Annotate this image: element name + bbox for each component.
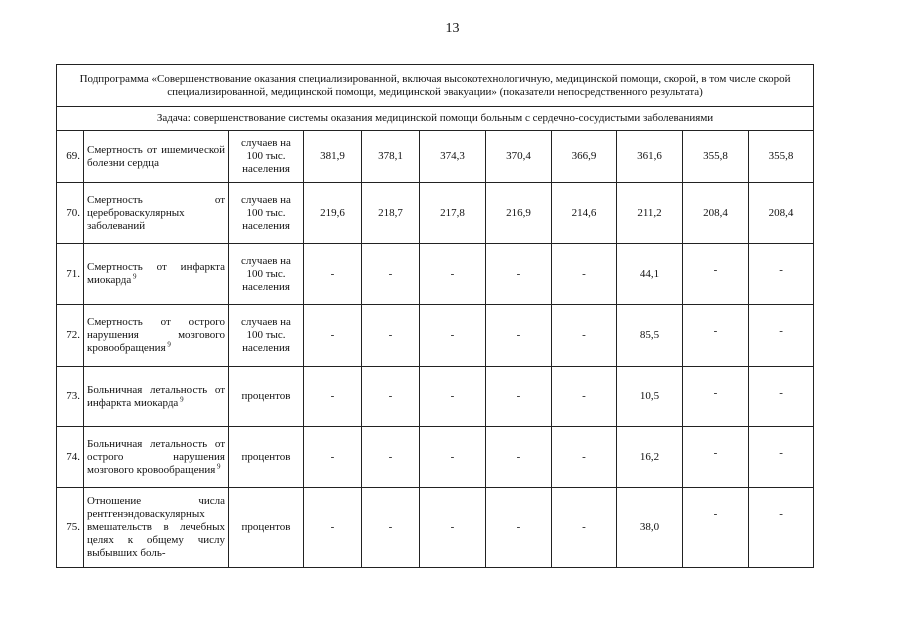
value-cell: 218,7 (362, 183, 420, 244)
value-cell: 214,6 (552, 183, 617, 244)
value-cell: - (304, 427, 362, 488)
value-cell: 217,8 (420, 183, 486, 244)
value-cell: - (362, 488, 420, 568)
indicator-name: Больничная летальность от инфаркта миокарда $^9$ (84, 367, 229, 427)
value-cell: - (486, 244, 552, 305)
value-cell: - (304, 367, 362, 427)
unit-cell: случаев на 100 тыс. населения (229, 244, 304, 305)
table-body (57, 131, 814, 568)
table-row (57, 367, 814, 427)
value-cell: - (749, 427, 814, 488)
row-number: 69. (57, 131, 84, 183)
indicator-name: Смертность от инфаркта миокарда $^9$ (84, 244, 229, 305)
unit-cell: процентов (229, 427, 304, 488)
value-cell: - (749, 305, 814, 367)
value-cell: - (304, 244, 362, 305)
value-cell: - (552, 244, 617, 305)
page-number: 13 (445, 21, 460, 36)
value-cell: 38,0 (617, 488, 683, 568)
value-cell: - (304, 488, 362, 568)
table-row (57, 488, 814, 568)
value-cell: 44,1 (617, 244, 683, 305)
row-number: 72. (57, 305, 84, 367)
value-cell: 366,9 (552, 131, 617, 183)
footnote-ref: 9 (178, 394, 184, 403)
indicator-name: Больничная летальность от острого нарушения мозгового кровообращения $^9$ (84, 427, 229, 488)
value-cell: - (683, 367, 749, 427)
value-cell: - (552, 427, 617, 488)
row-number: 71. (57, 244, 84, 305)
value-cell: - (552, 488, 617, 568)
value-cell: 10,5 (617, 367, 683, 427)
value-cell: - (420, 305, 486, 367)
indicator-name: Смертность от цереброваскулярных заболеваний (84, 183, 229, 244)
value-cell: - (420, 488, 486, 568)
row-number: 73. (57, 367, 84, 427)
table-row (57, 305, 814, 367)
value-cell: - (749, 244, 814, 305)
unit-cell: случаев на 100 тыс. населения (229, 131, 304, 183)
value-cell: - (420, 367, 486, 427)
value-cell: - (420, 244, 486, 305)
value-cell: 378,1 (362, 131, 420, 183)
footnote-ref: 9 (165, 340, 171, 349)
value-cell: - (683, 488, 749, 568)
task-row: Задача: совершенствование системы оказания медицинской помощи больным с сердечно-сосудистыми заболеваниями (57, 107, 814, 131)
value-cell: - (683, 305, 749, 367)
value-cell: 381,9 (304, 131, 362, 183)
indicator-name: Отношение числа рентгенэндоваскулярных вмешательств в лечебных целях к общему числу выбывших боль- (84, 488, 229, 568)
indicator-name: Смертность от острого нарушения мозгового кровообращения $^9$ (84, 305, 229, 367)
row-number: 70. (57, 183, 84, 244)
indicators-table (56, 64, 814, 568)
value-cell: - (486, 305, 552, 367)
subprogram-header: Подпрограмма «Совершенствование оказания специализированной, включая высокотехнологичную, медицинской помощи, скорой, в том числе скорой специализированной, медицинской помощи, медицинской эвакуации» (показатели непосредственного результата) (57, 65, 814, 107)
value-cell: - (362, 244, 420, 305)
unit-cell: случаев на 100 тыс. населения (229, 305, 304, 367)
value-cell: - (552, 305, 617, 367)
unit-cell: процентов (229, 367, 304, 427)
value-cell: 208,4 (683, 183, 749, 244)
row-number: 75. (57, 488, 84, 568)
value-cell: - (749, 367, 814, 427)
indicator-name: Смертность от ишемической болезни сердца (84, 131, 229, 183)
unit-cell: случаев на 100 тыс. населения (229, 183, 304, 244)
value-cell: - (304, 305, 362, 367)
value-cell: - (749, 488, 814, 568)
value-cell: 219,6 (304, 183, 362, 244)
unit-cell: процентов (229, 488, 304, 568)
value-cell: - (362, 427, 420, 488)
value-cell: 355,8 (683, 131, 749, 183)
row-number: 74. (57, 427, 84, 488)
table-row (57, 183, 814, 244)
footnote-ref: 9 (131, 272, 137, 281)
value-cell: - (362, 367, 420, 427)
value-cell: - (683, 244, 749, 305)
value-cell: - (420, 427, 486, 488)
value-cell: - (486, 488, 552, 568)
value-cell: - (362, 305, 420, 367)
table-row (57, 244, 814, 305)
value-cell: 16,2 (617, 427, 683, 488)
value-cell: 361,6 (617, 131, 683, 183)
value-cell: 374,3 (420, 131, 486, 183)
footnote-ref: 9 (215, 461, 221, 470)
table-row (57, 427, 814, 488)
value-cell: 208,4 (749, 183, 814, 244)
value-cell: - (486, 367, 552, 427)
value-cell: 370,4 (486, 131, 552, 183)
value-cell: 216,9 (486, 183, 552, 244)
value-cell: - (486, 427, 552, 488)
value-cell: - (552, 367, 617, 427)
value-cell: 211,2 (617, 183, 683, 244)
value-cell: 85,5 (617, 305, 683, 367)
table-row (57, 131, 814, 183)
value-cell: - (683, 427, 749, 488)
value-cell: 355,8 (749, 131, 814, 183)
